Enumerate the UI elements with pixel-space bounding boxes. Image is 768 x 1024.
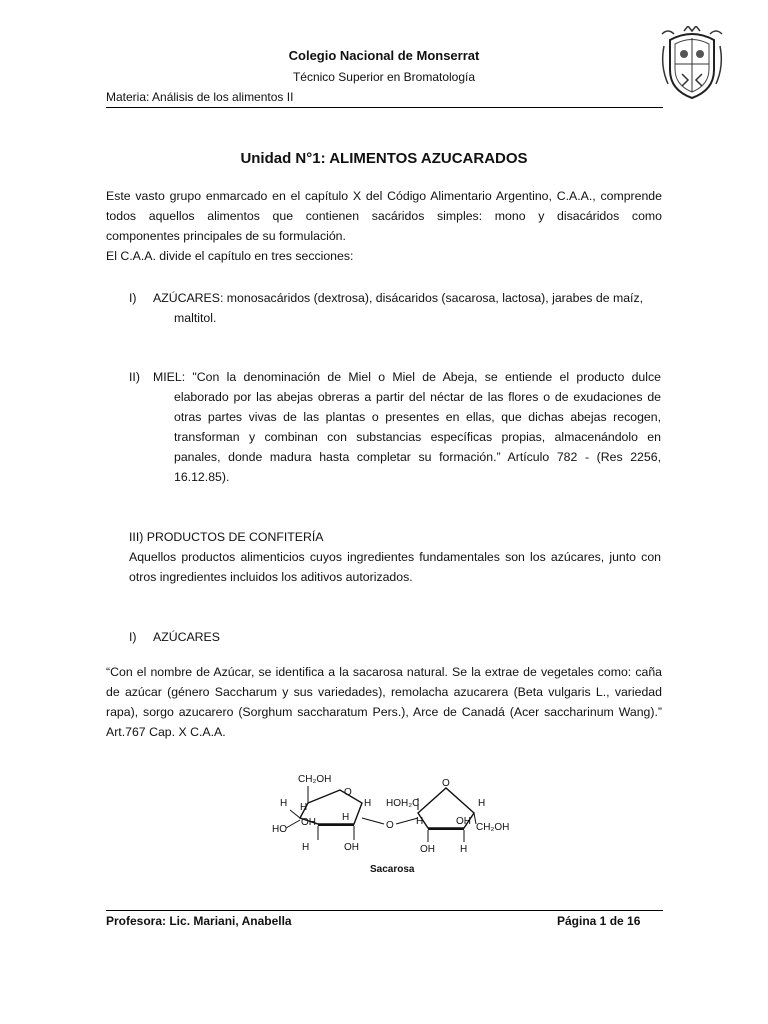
oh-label: OH xyxy=(456,816,471,827)
ho-label: HO xyxy=(272,824,287,835)
footer-professor: Profesora: Lic. Mariani, Anabella xyxy=(106,914,292,928)
section2-line: transforman y combinan con substancias específicas propias, almacenándolo en xyxy=(174,430,661,444)
section2-line: MIEL: "Con la denominación de Miel o Miel de Abeja, se entiende el producto dulce xyxy=(153,370,661,384)
azucares-numeral: I) xyxy=(129,630,137,644)
header-rule xyxy=(106,107,663,108)
intro-line: todos aquellos alimentos que contienen sacáridos simples: mono y disacáridos como xyxy=(106,209,662,223)
ch2oh-label: CH₂OH xyxy=(476,822,510,833)
intro-divide-line: El C.A.A. divide el capítulo en tres secciones: xyxy=(106,249,354,263)
section1-numeral: I) xyxy=(129,291,137,305)
h-label: H xyxy=(300,802,308,813)
h-label: H xyxy=(460,844,468,855)
h-label: H xyxy=(478,798,486,809)
oh-label: OH xyxy=(301,817,316,828)
h-label: H xyxy=(302,842,310,853)
azucares-paragraph xyxy=(106,662,662,742)
oh-label: OH xyxy=(344,842,359,853)
section3-line: Aquellos productos alimenticios cuyos ingredientes fundamentales son los azúcares, junto con xyxy=(129,550,661,564)
footer-page-number: Página 1 de 16 xyxy=(557,914,641,928)
azucares-line: de azúcar (género Saccharum y sus variedades), remolacha azucarera (Beta vulgaris L., variedad xyxy=(106,685,662,699)
azucares-heading: AZÚCARES xyxy=(153,630,220,644)
section1-line: AZÚCARES: monosacáridos (dextrosa), disácaridos (sacarosa, lactosa), jarabes de maíz, xyxy=(153,291,644,305)
sucrose-structure-diagram xyxy=(270,768,520,876)
azucares-line: “Con el nombre de Azúcar, se identifica a la sacarosa natural. Se la extrae de vegetales como: caña xyxy=(106,665,662,679)
footer-rule xyxy=(106,910,663,911)
intro-paragraph xyxy=(106,186,662,266)
h-label: H xyxy=(416,816,424,827)
section3-body xyxy=(129,547,661,587)
section2-numeral: II) xyxy=(129,370,140,384)
bridge-oxygen-label: O xyxy=(386,820,394,831)
section3-line: otros ingredientes incluidos los aditivos autorizados. xyxy=(129,570,413,584)
molecule-caption: Sacarosa xyxy=(370,864,415,875)
h-label: H xyxy=(342,812,350,823)
ch2oh-label: CH₂OH xyxy=(298,774,332,785)
section2-line: panales, donde madura hasta completar su formación.” Artículo 782 - (Res 2256, xyxy=(174,450,661,464)
ring-oxygen-label: O xyxy=(344,787,352,798)
page-title: Unidad N°1: ALIMENTOS AZUCARADOS xyxy=(240,150,528,167)
h-label: H xyxy=(280,798,288,809)
intro-line: Este vasto grupo enmarcado en el capítulo X del Código Alimentario Argentino, C.A.A., comprende xyxy=(106,189,662,203)
subject-name: Materia: Análisis de los alimentos II xyxy=(106,90,294,104)
section3-heading: III) PRODUCTOS DE CONFITERÍA xyxy=(129,530,324,544)
program-name: Técnico Superior en Bromatología xyxy=(292,70,476,84)
azucares-line: rapa), sorgo azucarero (Sorghum saccharatum Pers.), Arce de Canadá (Acer saccharinum Wang).” xyxy=(106,705,662,719)
institution-name: Colegio Nacional de Monserrat xyxy=(288,48,480,63)
section2-body xyxy=(174,387,661,487)
section2-line: elaborado por las abejas obreras a partir del néctar de las flores o de exudaciones de xyxy=(174,390,661,404)
section1-line: maltitol. xyxy=(174,311,217,325)
h-label: H xyxy=(364,798,372,809)
hoh2c-label: HOH₂C xyxy=(386,798,420,809)
school-crest-icon xyxy=(658,26,726,102)
ring-oxygen-label: O xyxy=(442,778,450,789)
intro-line: componentes principales de su formulación. xyxy=(106,229,346,243)
azucares-line: Art.767 Cap. X C.A.A. xyxy=(106,725,226,739)
section2-line: 16.12.85). xyxy=(174,470,230,484)
section2-line: otras partes vivas de las plantas o presentes en ellas, que dichas abejas recogen, xyxy=(174,410,661,424)
oh-label: OH xyxy=(420,844,435,855)
